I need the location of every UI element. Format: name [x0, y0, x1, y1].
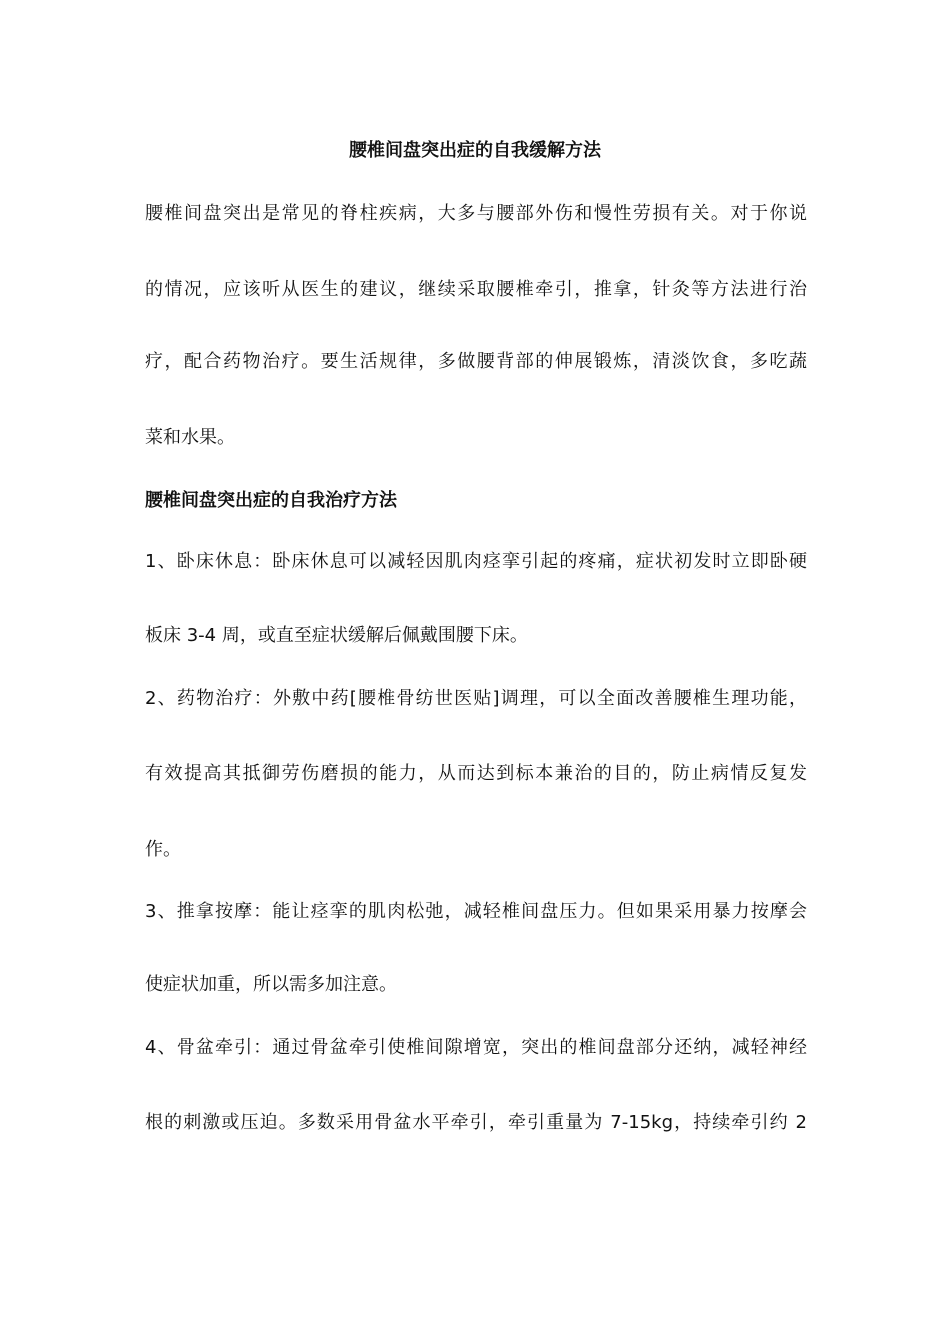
- document-title: 腰椎间盘突出症的自我缓解方法: [349, 140, 601, 161]
- item-2-line-2: 有效提高其抵御劳伤磨损的能力，从而达到标本兼治的目的，防止病情反复发: [145, 763, 807, 784]
- intro-line-4: 菜和水果。: [145, 427, 235, 448]
- intro-line-2: 的情况，应该听从医生的建议，继续采取腰椎牵引，推拿，针灸等方法进行治: [145, 279, 807, 300]
- item-3-line-1: 3、推拿按摩：能让痉挛的肌肉松弛，减轻椎间盘压力。但如果采用暴力按摩会: [145, 901, 807, 922]
- item-4-line-1: 4、骨盆牵引：通过骨盆牵引使椎间隙增宽，突出的椎间盘部分还纳，减轻神经: [145, 1037, 807, 1058]
- item-2-line-1: 2、药物治疗：外敷中药[腰椎骨纺世医贴]调理，可以全面改善腰椎生理功能，: [145, 688, 807, 709]
- item-1-line-1: 1、卧床休息：卧床休息可以减轻因肌肉痉挛引起的疼痛，症状初发时立即卧硬: [145, 551, 807, 572]
- item-4-line-2: 根的刺激或压迫。多数采用骨盆水平牵引，牵引重量为 7-15kg，持续牵引约 2: [145, 1112, 807, 1133]
- item-3-line-2: 使症状加重，所以需多加注意。: [145, 974, 397, 995]
- item-1-line-2: 板床 3-4 周，或直至症状缓解后佩戴围腰下床。: [145, 625, 528, 646]
- item-2-line-3: 作。: [145, 839, 181, 860]
- section-heading: 腰椎间盘突出症的自我治疗方法: [145, 490, 397, 511]
- intro-line-1: 腰椎间盘突出是常见的脊柱疾病，大多与腰部外伤和慢性劳损有关。对于你说: [145, 203, 807, 224]
- intro-line-3: 疗，配合药物治疗。要生活规律，多做腰背部的伸展锻炼，清淡饮食，多吃蔬: [145, 351, 807, 372]
